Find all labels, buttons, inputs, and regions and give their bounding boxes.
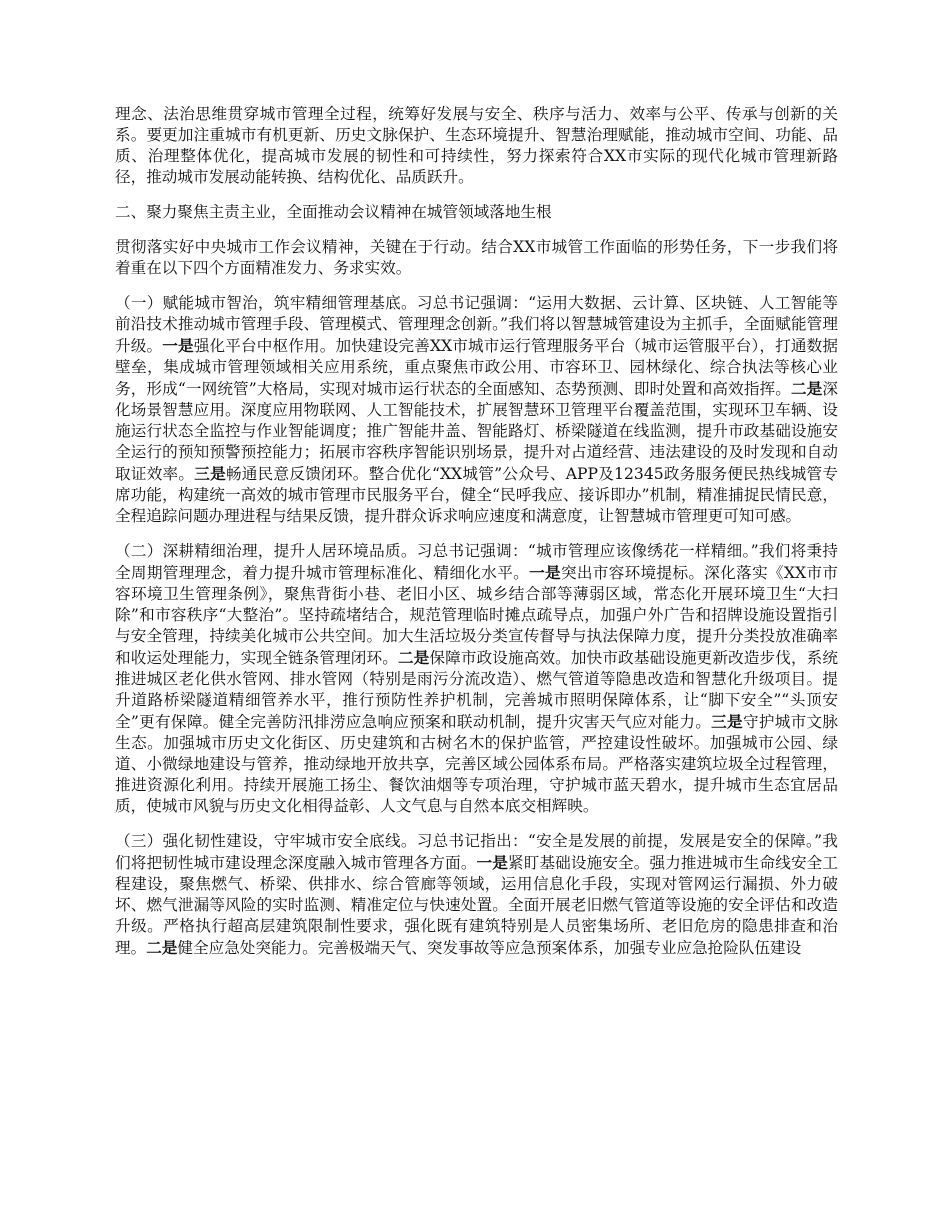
bold-marker: 一是 xyxy=(476,853,508,872)
bold-marker: 一是 xyxy=(162,336,194,355)
text-run: （二）深耕精细治理，提升人居环境品质。习总书记强调：“城市管理应该像绣花一样精细。”我们将秉持全周期管理理念，着力提升城市管理标准化、精细化水平。 xyxy=(115,542,838,582)
text-run: 深化场景智慧应用。深度应用物联网、人工智能技术，扩展智慧环卫管理平台覆盖范围，实现环卫车辆、设施运行状态全监控与作业智能调度；推广智能井盖、智能路灯、桥梁隧道在线监测，提升市政基础设施安全运行的预知预警预控能力；拓展市容秩序智能识别场景，提升对占道经营、违法建设的及时发现和自动取证效率。 xyxy=(115,380,838,483)
paragraph-overview: 贯彻落实好中央城市工作会议精神，关键在于行动。结合XX市城管工作面临的形势任务，下一步我们将着重在以下四个方面精准发力、务求实效。 xyxy=(115,238,838,277)
text-run: 健全应急处突能力。完善极端天气、突发事故等应急预案体系，加强专业应急抢险队伍建设 xyxy=(177,939,802,957)
text-run: 紧盯基础设施安全。强力推进城市生命线安全工程建设，聚焦燃气、桥梁、供排水、综合管廊等领域，运用信息化手段，实现对管网运行漏损、外力破坏、燃气泄漏等风险的实时监测、精准定位与快速处置。全面开展老旧燃气管道等设施的安全评估和改造升级。严格执行超高层建筑限制性要求，强化既有建筑特别是人员密集场所、老旧危房的隐患排查和治理。 xyxy=(115,854,838,957)
text-run: 畅通民意反馈闭环。整合优化“XX城管”公众号、APP及12345政务服务便民热线城管专席功能，构建统一高效的城市管理市民服务平台，健全“民呼我应、接诉即办”机制，精准捕捉民情民意，全程追踪问题办理进程与结果反馈，提升群众诉求响应速度和满意度，让智慧城市管理更可知可感。 xyxy=(115,465,838,525)
paragraph-resilience xyxy=(115,831,838,959)
bold-marker: 三是 xyxy=(194,464,226,483)
paragraph-intro-continued: 理念、法治思维贯穿城市管理全过程，统筹好发展与安全、秩序与活力、效率与公平、传承与创新的关系。要更加注重城市有机更新、历史文脉保护、生态环境提升、智慧治理赋能，推动城市空间、功能、品质、治理整体优化，提高城市发展的韧性和可持续性，努力探索符合XX市实际的现代化城市管理新路径，推动城市发展动能转换、结构优化、品质跃升。 xyxy=(115,105,838,186)
bold-marker: 二是 xyxy=(146,938,178,957)
section-heading-2: 二、聚力聚焦主责主业，全面推动会议精神在城管领域落地生根 xyxy=(115,203,552,221)
paragraph-fine-governance xyxy=(115,541,838,817)
text-run: （三）强化韧性建设，守牢城市安全底线。习总书记指出：“安全是发展的前提，发展是安全的保障。”我们将把韧性城市建设理念深度融入城市管理各方面。 xyxy=(115,832,838,872)
bold-marker: 二是 xyxy=(397,648,430,667)
text-run: （一）赋能城市智治，筑牢精细管理基底。习总书记强调：“运用大数据、云计算、区块链、人工智能等前沿技术推动城市管理手段、管理模式、管理理念创新。”我们将以智慧城管建设为主抓手，全面赋能管理升级。 xyxy=(115,294,838,355)
bold-marker: 三是 xyxy=(711,712,743,731)
text-run: 突出市容环境提标。深化落实《XX市市容环境卫生管理条例》，聚焦背街小巷、老旧小区、城乡结合部等薄弱区域，常态化开展环境卫生“大扫除”和市容秩序“大整治”。坚持疏堵结合，规范管理临时摊点疏导点，加强户外广告和招牌设施设置指引与安全管理，持续美化城市公共空间。加大生活垃圾分类宣传督导与执法保障力度，提升分类投放准确率和收运处理能力，实现全链条管理闭环。 xyxy=(115,564,838,667)
text-run: 保障市政设施高效。加快市政基础设施更新改造步伐，系统推进城区老化供水管网、排水管网（特别是雨污分流改造）、燃气管道等隐患改造和智慧化升级项目。提升道路桥梁隧道精细管养水平，推行预防性养护机制，完善城市照明保障体系，让“脚下安全”“头顶安全”更有保障。健全完善防汛排涝应急响应预案和联动机制，提升灾害天气应对能力。 xyxy=(115,649,838,731)
paragraph-smart-governance xyxy=(115,293,838,527)
text-run: 守护城市文脉生态。加强城市历史文化街区、历史建筑和古树名木的保护监管，严控建设性破坏。加强城市公园、绿道、小微绿地建设与管养，推动绿地开放共享，完善区域公园体系布局。严格落实建筑垃圾全过程管理，推进资源化利用。持续开展施工扬尘、餐饮油烟等专项治理，守护城市蓝天碧水，提升城市生态宜居品质，使城市风貌与历史文化相得益彰、人文气息与自然本底交相辉映。 xyxy=(115,713,838,815)
bold-marker: 二是 xyxy=(790,379,823,398)
text-run: 强化平台中枢作用。加快建设完善XX市城市运行管理服务平台（城市运管服平台），打通数据壁垒，集成城市管理领域相关应用系统，重点聚焦市政公用、市容环卫、园林绿化、综合执法等核心业务，形成“一网统管”大格局，实现对城市运行状态的全面感知、态势预测、即时处置和高效指挥。 xyxy=(115,337,838,398)
bold-marker: 一是 xyxy=(529,563,561,582)
